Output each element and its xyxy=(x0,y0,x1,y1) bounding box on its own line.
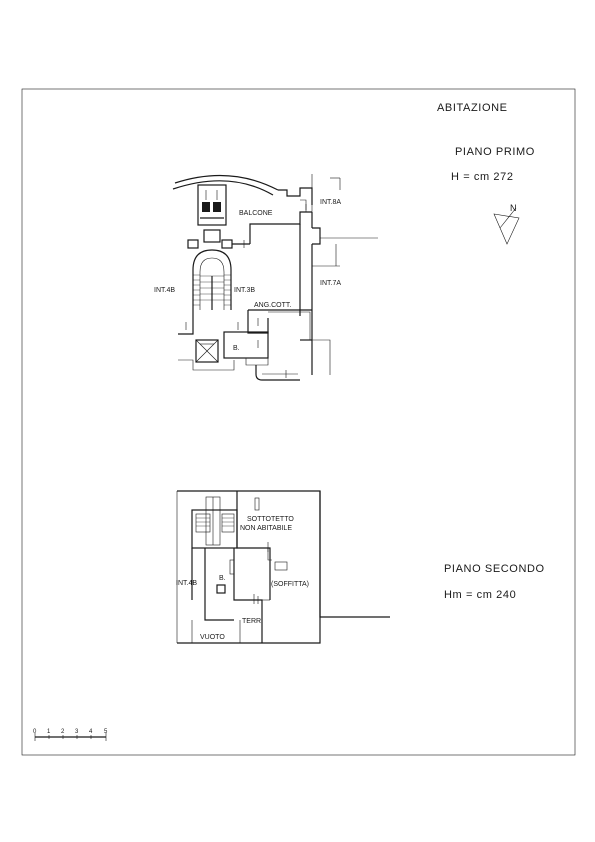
room-label-soffitta: (SOFFITTA) xyxy=(271,581,309,588)
dwelling-title: ABITAZIONE xyxy=(437,102,508,114)
scale-tick-2: 2 xyxy=(61,729,65,735)
room-label-int-4b-2: INT.4B xyxy=(176,580,198,587)
room-label-terr: TERR. xyxy=(242,618,263,625)
scale-tick-1: 1 xyxy=(47,729,51,735)
second-floor-height: Hm = cm 240 xyxy=(444,589,517,601)
north-arrow-label: N xyxy=(510,203,517,213)
first-floor-height: H = cm 272 xyxy=(451,171,514,183)
first-floor-plan xyxy=(154,174,378,380)
scale-tick-5: 5 xyxy=(104,729,108,735)
room-label-sottotetto: SOTTOTETTO xyxy=(247,516,294,523)
room-label-balcone: BALCONE xyxy=(239,210,273,217)
room-label-int-7a: INT.7A xyxy=(320,280,342,287)
room-label-non-abitabile: NON ABITABILE xyxy=(240,525,292,532)
room-label-int-4b: INT.4B xyxy=(154,287,176,294)
room-label-vuoto: VUOTO xyxy=(200,634,225,641)
room-label-ang-cott: ANG.COTT. xyxy=(254,302,292,309)
scale-tick-0: 0 xyxy=(33,729,37,735)
room-label-int-3b: INT.3B xyxy=(234,287,256,294)
scale-bar xyxy=(33,729,108,741)
room-label-bagno-2: B. xyxy=(219,575,226,582)
second-floor-plan xyxy=(176,491,390,643)
scale-tick-4: 4 xyxy=(89,729,93,735)
first-floor-title: PIANO PRIMO xyxy=(455,146,535,158)
sheet-border xyxy=(22,89,575,755)
room-label-bagno: B. xyxy=(233,345,240,352)
room-label-int-8a: INT.8A xyxy=(320,199,342,206)
scale-tick-3: 3 xyxy=(75,729,79,735)
second-floor-title: PIANO SECONDO xyxy=(444,563,545,575)
north-arrow-icon xyxy=(494,203,519,244)
